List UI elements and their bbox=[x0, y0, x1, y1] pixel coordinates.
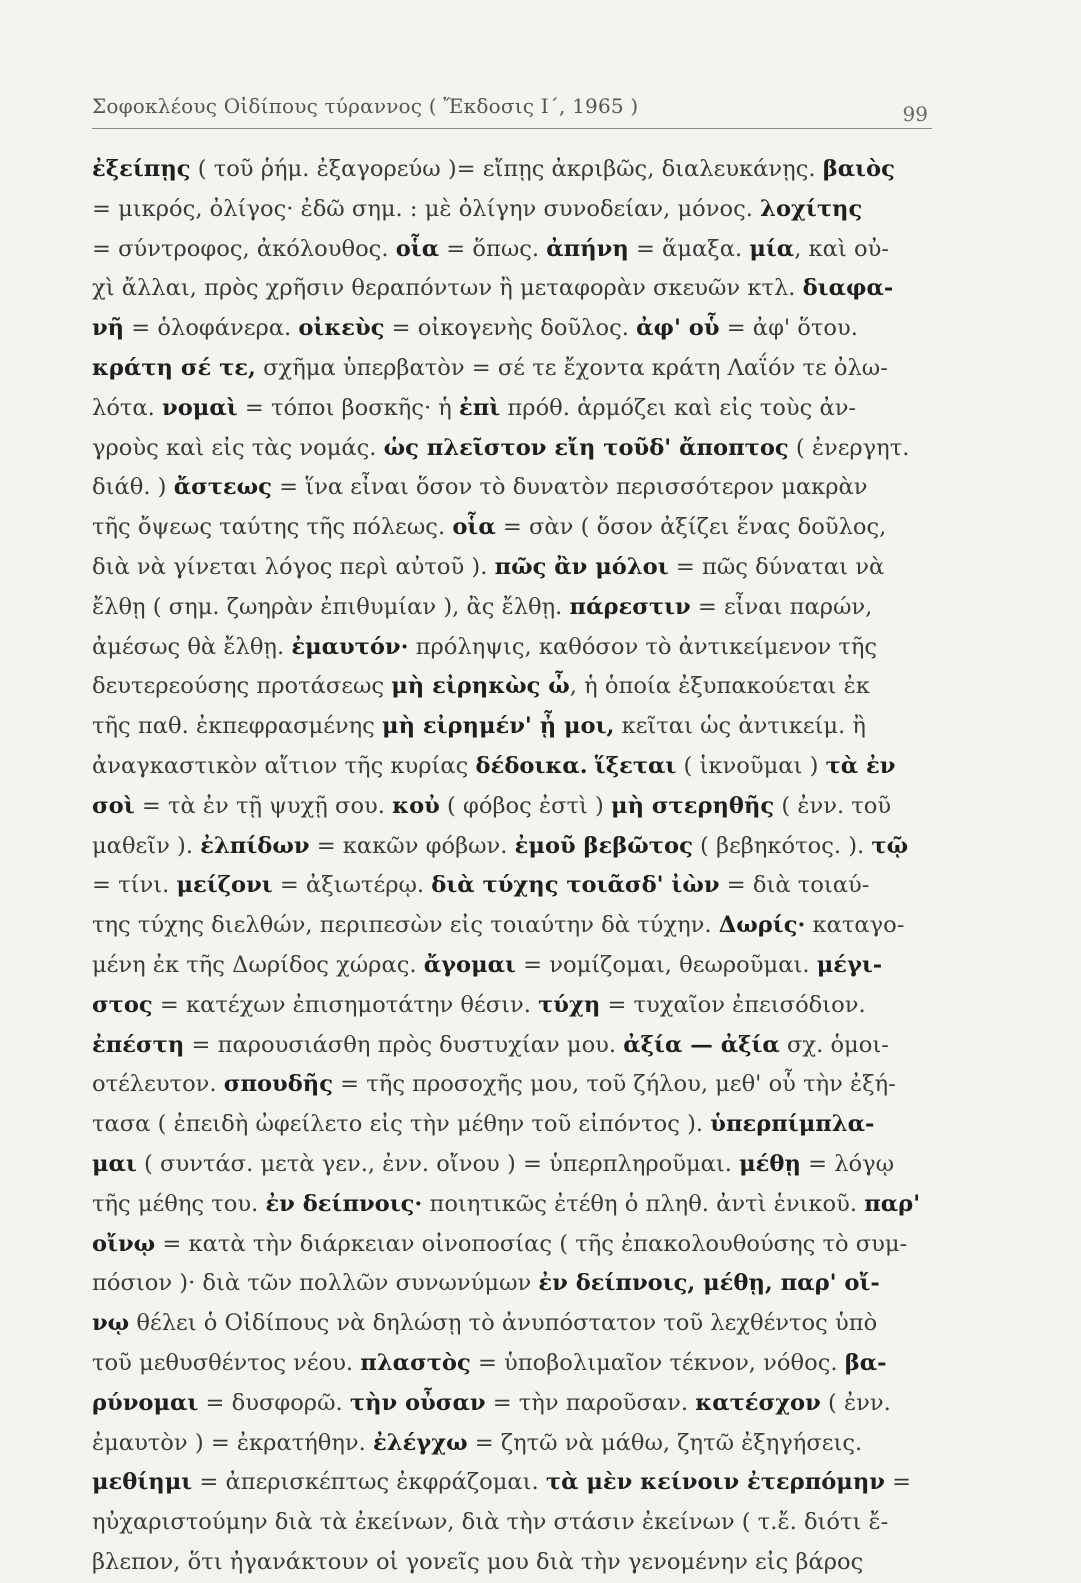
lemma-term: ἄγομαι bbox=[423, 951, 516, 978]
gloss-text: μαθεῖν ). bbox=[92, 832, 201, 859]
lemma-term: διὰ τύχης τοιᾶσδ' ἰὼν bbox=[431, 872, 720, 899]
text-line bbox=[92, 548, 932, 588]
lemma-term: μέθῃ bbox=[739, 1150, 801, 1177]
gloss-text: της τύχης διελθών, περιπεσὼν εἰς τοιαύτην δὰ τύχην. bbox=[92, 912, 719, 939]
gloss-text: πρόληψις, καθόσον τὸ ἀντικείμενον τῆς bbox=[408, 633, 878, 660]
gloss-text: = οἰκογενὴς δοῦλος. bbox=[384, 315, 637, 342]
text-line bbox=[92, 150, 932, 190]
gloss-text: = εἶναι παρών, bbox=[690, 593, 873, 620]
lemma-term: μία bbox=[749, 235, 795, 262]
lemma-term: ἀξία — ἀξία bbox=[623, 1031, 780, 1058]
lemma-term: ἐξείπῃς bbox=[92, 156, 191, 182]
gloss-text: = μικρός, ὀλίγος· ἐδῶ σημ. : μὲ ὀλίγην συνοδείαν, μόνος. bbox=[92, 195, 761, 222]
gloss-text: = δυσφορῶ. bbox=[198, 1389, 350, 1416]
text-line bbox=[92, 667, 932, 707]
gloss-text: καταγο- bbox=[805, 912, 905, 939]
gloss-text: σχῆμα ὑπερβατὸν = σέ τε ἔχοντα κράτη Λαΐόν τε ὀλω- bbox=[255, 354, 888, 381]
gloss-text: , καὶ οὐ- bbox=[794, 235, 889, 262]
gloss-text: = κατέχων ἐπισημοτάτην θέσιν. bbox=[152, 991, 539, 1018]
text-line bbox=[92, 309, 932, 349]
text-line bbox=[92, 1065, 932, 1105]
gloss-text: = ὅπως. bbox=[439, 235, 547, 262]
text-line bbox=[92, 349, 932, 389]
text-line bbox=[92, 429, 932, 469]
gloss-text: ( τοῦ ῥήμ. ἐξαγορεύω )= εἴπῃς ἀκριβῶς, διαλευκάνῃς. bbox=[190, 156, 823, 182]
text-line bbox=[92, 588, 932, 628]
lemma-term: νῆ bbox=[92, 315, 125, 342]
text-line bbox=[92, 1105, 932, 1145]
lemma-term: κράτη σέ τε, bbox=[92, 354, 256, 381]
text-line bbox=[92, 866, 932, 906]
gloss-text: τῆς ὄψεως ταύτης τῆς πόλεως. bbox=[92, 514, 453, 541]
gloss-text: = τῆς προσοχῆς μου, τοῦ ζήλου, μεθ' οὗ τὴν ἐξή- bbox=[332, 1071, 896, 1098]
gloss-text: γροὺς καὶ εἰς τὰς νομάς. bbox=[92, 434, 384, 461]
gloss-text: κεῖται ὡς ἀντικείμ. ἢ bbox=[614, 713, 866, 740]
gloss-text: = παρουσιάσθη πρὸς δυστυχίαν μου. bbox=[184, 1031, 624, 1058]
lemma-term: λοχίτης bbox=[760, 195, 863, 222]
running-head bbox=[92, 92, 932, 129]
lemma-term: ἄστεως bbox=[173, 474, 272, 501]
text-line bbox=[92, 707, 932, 747]
gloss-text: = ἀπερισκέπτως ἐκφράζομαι. bbox=[192, 1469, 546, 1496]
lemma-term: βα- bbox=[844, 1349, 887, 1376]
text-line bbox=[92, 1145, 932, 1185]
gloss-text: τῆς παθ. ἐκπεφρασμένης bbox=[92, 713, 383, 740]
lemma-term: ὡς πλεῖστον εἴη τοῦδ' ἄποπτος bbox=[383, 434, 789, 461]
lemma-term: πῶς ἂν μόλοι bbox=[494, 553, 669, 580]
text-line bbox=[92, 946, 932, 986]
lemma-term: μὴ εἰρημέν' ᾖ μοι, bbox=[382, 713, 615, 740]
gloss-text: = λόγῳ bbox=[800, 1150, 895, 1177]
lemma-term: κοὐ bbox=[392, 792, 440, 819]
gloss-text: = διὰ τοιαύ- bbox=[719, 872, 870, 899]
text-line bbox=[92, 1264, 932, 1304]
text-line bbox=[92, 1225, 932, 1265]
lemma-term: τύχη bbox=[538, 991, 601, 1018]
text-line bbox=[92, 1543, 932, 1583]
lemma-term: ὑπερπίμπλα- bbox=[710, 1111, 875, 1138]
gloss-text: , ἡ ὁποία ἐξυπακούεται ἐκ bbox=[569, 673, 870, 700]
gloss-text: = πῶς δύναται νὰ bbox=[668, 553, 885, 580]
gloss-text: ( ἐνν. τοῦ bbox=[774, 792, 892, 819]
text-line bbox=[92, 1185, 932, 1225]
gloss-text: λότα. bbox=[92, 394, 163, 421]
lemma-term: οἷα bbox=[452, 514, 496, 541]
text-line bbox=[92, 827, 932, 867]
lemma-term: μείζονι bbox=[176, 872, 273, 899]
running-title: Σοφοκλέους Οἰδίπους τύραννος ( Ἔκδοσις Ι΄, 1965 ) bbox=[92, 94, 639, 118]
gloss-text: ἀμέσως θὰ ἔλθῃ. bbox=[92, 633, 292, 660]
gloss-text: = τὴν παροῦσαν. bbox=[485, 1389, 696, 1416]
gloss-text: ἀναγκαστικὸν αἴτιον τῆς κυρίας bbox=[92, 752, 476, 779]
lemma-term: κατέσχον bbox=[695, 1389, 821, 1416]
gloss-text: ποιητικῶς ἐτέθη ὁ πληθ. ἀντὶ ἑνικοῦ. bbox=[422, 1190, 865, 1217]
lemma-term: μὴ στερηθῆς bbox=[611, 792, 775, 819]
page-number: 99 bbox=[902, 102, 928, 126]
gloss-text: σχ. ὁμοι- bbox=[779, 1031, 889, 1058]
lemma-term: ἐμοῦ βεβῶτος bbox=[514, 832, 693, 859]
gloss-text: ( ἐνν. bbox=[820, 1389, 891, 1416]
text-line bbox=[92, 906, 932, 946]
gloss-text: βλεπον, ὅτι ἠγανάκτουν οἱ γονεῖς μου διὰ τὴν γενομένην εἰς βάρος bbox=[92, 1548, 864, 1575]
lemma-term: διαφα- bbox=[802, 275, 894, 302]
lemma-term: νομαὶ bbox=[162, 394, 238, 421]
text-line bbox=[92, 986, 932, 1026]
lemma-term: οἴνῳ bbox=[92, 1230, 156, 1257]
text-line bbox=[92, 1344, 932, 1384]
lemma-term: τῷ bbox=[871, 832, 909, 859]
gloss-text: = bbox=[884, 1469, 912, 1496]
lemma-term: δέδοικα. bbox=[475, 752, 588, 779]
text-line bbox=[92, 1503, 932, 1543]
gloss-text: = ὑποβολιμαῖον τέκνον, νόθος. bbox=[470, 1349, 845, 1376]
lemma-term: τὴν οὖσαν bbox=[349, 1389, 486, 1416]
lemma-term: Δωρίς· bbox=[718, 912, 806, 939]
lemma-term: πάρεστιν bbox=[569, 593, 691, 620]
gloss-text: = κατὰ τὴν διάρκειαν οἰνοποσίας ( τῆς ἐπακολουθούσης τὸ συμ- bbox=[155, 1230, 908, 1257]
lemma-term: πλαστὸς bbox=[360, 1349, 471, 1376]
text-line bbox=[92, 747, 932, 787]
gloss-text: = κακῶν φόβων. bbox=[309, 832, 515, 859]
glossary-text bbox=[92, 150, 932, 1583]
text-line bbox=[92, 1463, 932, 1503]
lemma-term: ἀπήνη bbox=[546, 235, 629, 262]
text-line bbox=[92, 1384, 932, 1424]
text-line bbox=[92, 508, 932, 548]
text-line bbox=[92, 1026, 932, 1066]
gloss-text: χὶ ἄλλαι, πρὸς χρῆσιν θεραπόντων ἢ μεταφορὰν σκευῶν κτλ. bbox=[92, 275, 803, 302]
lemma-term: μὴ εἰρηκὼς ὦ bbox=[391, 673, 570, 700]
gloss-text: = σύντροφος, ἀκόλουθος. bbox=[92, 235, 396, 262]
lemma-term: ἀφ' οὗ bbox=[636, 315, 720, 342]
text-line bbox=[92, 628, 932, 668]
gloss-text: = ὁλοφάνερα. bbox=[124, 315, 299, 342]
lemma-term: ἵξεται bbox=[594, 752, 677, 779]
gloss-text: μένη ἐκ τῆς Δωρίδος χώρας. bbox=[92, 951, 424, 978]
gloss-text: διὰ νὰ γίνεται λόγος περὶ αὐτοῦ ). bbox=[92, 553, 495, 580]
text-line bbox=[92, 1424, 932, 1464]
lemma-term: ἐλπίδων bbox=[200, 832, 310, 859]
gloss-text bbox=[588, 753, 595, 779]
text-line bbox=[92, 1304, 932, 1344]
gloss-text: δευτερεούσης προτάσεως bbox=[92, 673, 392, 700]
lemma-term: ρύνομαι bbox=[92, 1389, 199, 1416]
lemma-term: νῳ bbox=[92, 1310, 130, 1337]
gloss-text: τασα ( ἐπειδὴ ὠφείλετο εἰς τὴν μέθην τοῦ εἰπόντος ). bbox=[92, 1111, 711, 1138]
lemma-term: ἐπὶ bbox=[459, 394, 501, 421]
text-line bbox=[92, 269, 932, 309]
lemma-term: ἐπέστη bbox=[92, 1031, 185, 1058]
gloss-text: = νομίζομαι, θεωροῦμαι. bbox=[515, 951, 817, 978]
gloss-text: τοῦ μεθυσθέντος νέου. bbox=[92, 1349, 361, 1376]
gloss-text: πόσιον )· διὰ τῶν πολλῶν συνωνύμων bbox=[92, 1270, 539, 1297]
lemma-term: μαι bbox=[92, 1150, 137, 1177]
gloss-text: ( βεβηκότος. ). bbox=[692, 832, 872, 859]
text-line bbox=[92, 389, 932, 429]
gloss-text: ἐμαυτὸν ) = ἐκρατήθην. bbox=[92, 1429, 373, 1456]
gloss-text: ἔλθῃ ( σημ. ζωηρὰν ἐπιθυμίαν ), ἂς ἔλθῃ. bbox=[92, 593, 570, 620]
gloss-text: οτέλευτον. bbox=[92, 1071, 224, 1098]
gloss-text: πρόθ. ἁρμόζει καὶ εἰς τοὺς ἀν- bbox=[500, 394, 857, 421]
lemma-term: οἰκεὺς bbox=[298, 315, 385, 342]
gloss-text: ( ἐνεργητ. bbox=[788, 434, 910, 461]
gloss-text: = ἵνα εἶναι ὅσον τὸ δυνατὸν περισσότερον μακρὰν bbox=[271, 474, 868, 501]
gloss-text: ( συντάσ. μετὰ γεν., ἐνν. οἴνου ) = ὑπερπληροῦμαι. bbox=[136, 1150, 740, 1177]
gloss-text: θέλει ὁ Οἰδίπους νὰ δηλώσῃ τὸ ἀνυπόστατον τοῦ λεχθέντος ὑπὸ bbox=[129, 1310, 878, 1337]
lemma-term: ἐμαυτόν· bbox=[291, 633, 409, 660]
lemma-term: ἐν δείπνοις, μέθῃ, παρ' οἴ- bbox=[538, 1270, 880, 1297]
gloss-text: = σὰν ( ὅσον ἀξίζει ἕνας δοῦλος, bbox=[495, 514, 887, 541]
lemma-term: οἷα bbox=[395, 235, 440, 262]
lemma-term: σοὶ bbox=[92, 792, 135, 819]
gloss-text: τῆς μέθης του. bbox=[92, 1190, 266, 1217]
lemma-term: τὰ μὲν κείνοιν ἐτερπόμην bbox=[545, 1469, 885, 1496]
gloss-text: ηὐχαριστούμην διὰ τὰ ἐκείνων, διὰ τὴν στάσιν ἐκείνων ( τ.ἔ. διότι ἔ- bbox=[92, 1509, 889, 1536]
gloss-text: = τυχαῖον ἐπεισόδιον. bbox=[600, 991, 866, 1018]
gloss-text: διάθ. ) bbox=[92, 474, 174, 501]
text-line bbox=[92, 190, 932, 230]
gloss-text: = ἀφ' ὅτου. bbox=[719, 315, 858, 342]
lemma-term: μεθίημι bbox=[92, 1469, 193, 1496]
text-line bbox=[92, 468, 932, 508]
gloss-text: = τὰ ἐν τῇ ψυχῇ σου. bbox=[134, 792, 393, 819]
lemma-term: τὰ ἐν bbox=[825, 752, 896, 779]
gloss-text: ( ἱκνοῦμαι ) bbox=[676, 752, 826, 779]
lemma-term: μέγι- bbox=[816, 951, 883, 978]
lemma-term: ἐν δείπνοις· bbox=[265, 1190, 423, 1217]
gloss-text: = τόποι βοσκῆς· ἡ bbox=[237, 394, 460, 421]
gloss-text: = τίνι. bbox=[92, 872, 177, 899]
gloss-text: ( φόβος ἐστὶ ) bbox=[439, 792, 612, 819]
lemma-term: βαιὸς bbox=[822, 156, 895, 182]
lemma-term: ἐλέγχω bbox=[373, 1429, 468, 1456]
lemma-term: στος bbox=[92, 991, 153, 1018]
lemma-term: σπουδῆς bbox=[223, 1071, 333, 1098]
gloss-text: = ζητῶ νὰ μάθω, ζητῶ ἐξηγήσεις. bbox=[467, 1429, 863, 1456]
lemma-term: παρ' bbox=[864, 1190, 921, 1217]
text-line bbox=[92, 787, 932, 827]
text-line bbox=[92, 230, 932, 270]
gloss-text: = ἅμαξα. bbox=[628, 235, 750, 262]
gloss-text: = ἀξιωτέρῳ. bbox=[272, 872, 432, 899]
